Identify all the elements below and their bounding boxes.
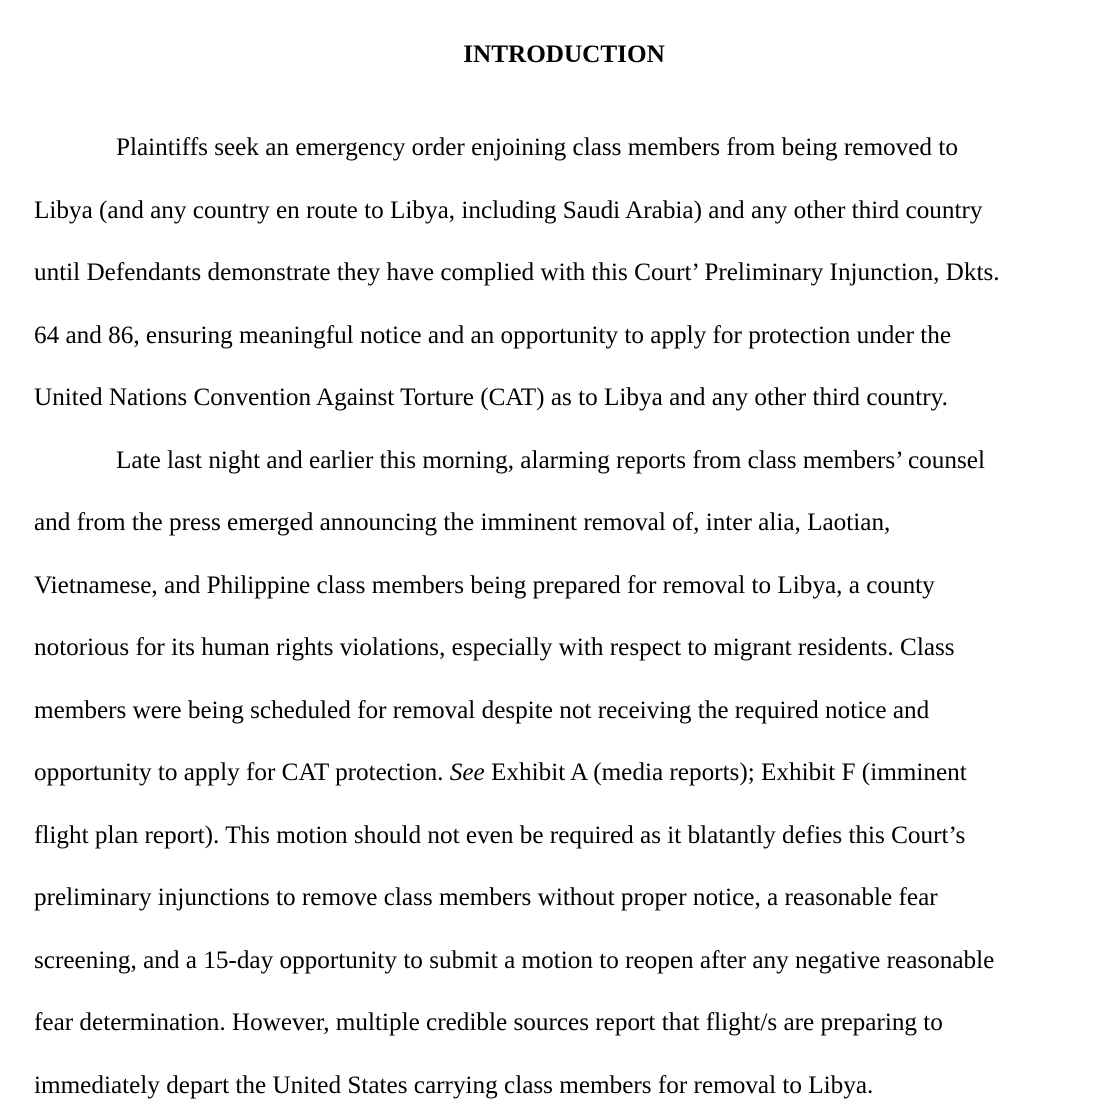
section-heading: INTRODUCTION	[34, 40, 1094, 70]
paragraph-1	[34, 117, 1094, 430]
paragraph-2	[34, 430, 1094, 1117]
paragraph-2-line: fear determination. However, multiple credible sources report that flight/s are preparing to	[34, 992, 1094, 1055]
paragraph-1-line: Libya (and any country en route to Libya, including Saudi Arabia) and any other third country	[34, 180, 1094, 243]
citation-signal-see: See	[450, 759, 485, 786]
paragraph-2-line: preliminary injunctions to remove class members without proper notice, a reasonable fear	[34, 867, 1094, 930]
paragraph-2-line: screening, and a 15-day opportunity to submit a motion to reopen after any negative reasonable	[34, 930, 1094, 993]
paragraph-2-line: and from the press emerged announcing the imminent removal of, inter alia, Laotian,	[34, 492, 1094, 555]
paragraph-2-line: members were being scheduled for removal despite not receiving the required notice and	[34, 680, 1094, 743]
paragraph-2-line: immediately depart the United States carrying class members for removal to Libya.	[34, 1055, 1094, 1117]
paragraph-2-line: flight plan report). This motion should not even be required as it blatantly defies this Court’s	[34, 805, 1094, 868]
paragraph-2-line: Late last night and earlier this morning, alarming reports from class members’ counsel	[34, 430, 1094, 493]
citation-exhibits-text: Exhibit A (media reports); Exhibit F (imminent	[485, 759, 967, 786]
document-page	[34, 40, 1094, 1117]
citation-lead-text: opportunity to apply for CAT protection.	[34, 759, 450, 786]
paragraph-1-line: Plaintiffs seek an emergency order enjoining class members from being removed to	[34, 117, 1094, 180]
paragraph-1-line: 64 and 86, ensuring meaningful notice and an opportunity to apply for protection under the	[34, 305, 1094, 368]
paragraph-2-line: Vietnamese, and Philippine class members being prepared for removal to Libya, a county	[34, 555, 1094, 618]
paragraph-1-line: United Nations Convention Against Torture (CAT) as to Libya and any other third country.	[34, 367, 1094, 430]
paragraph-1-line: until Defendants demonstrate they have complied with this Court’ Preliminary Injunction, Dkts.	[34, 242, 1094, 305]
paragraph-2-line: notorious for its human rights violations, especially with respect to migrant residents. Class	[34, 617, 1094, 680]
paragraph-2-line-with-citation	[34, 742, 1094, 805]
